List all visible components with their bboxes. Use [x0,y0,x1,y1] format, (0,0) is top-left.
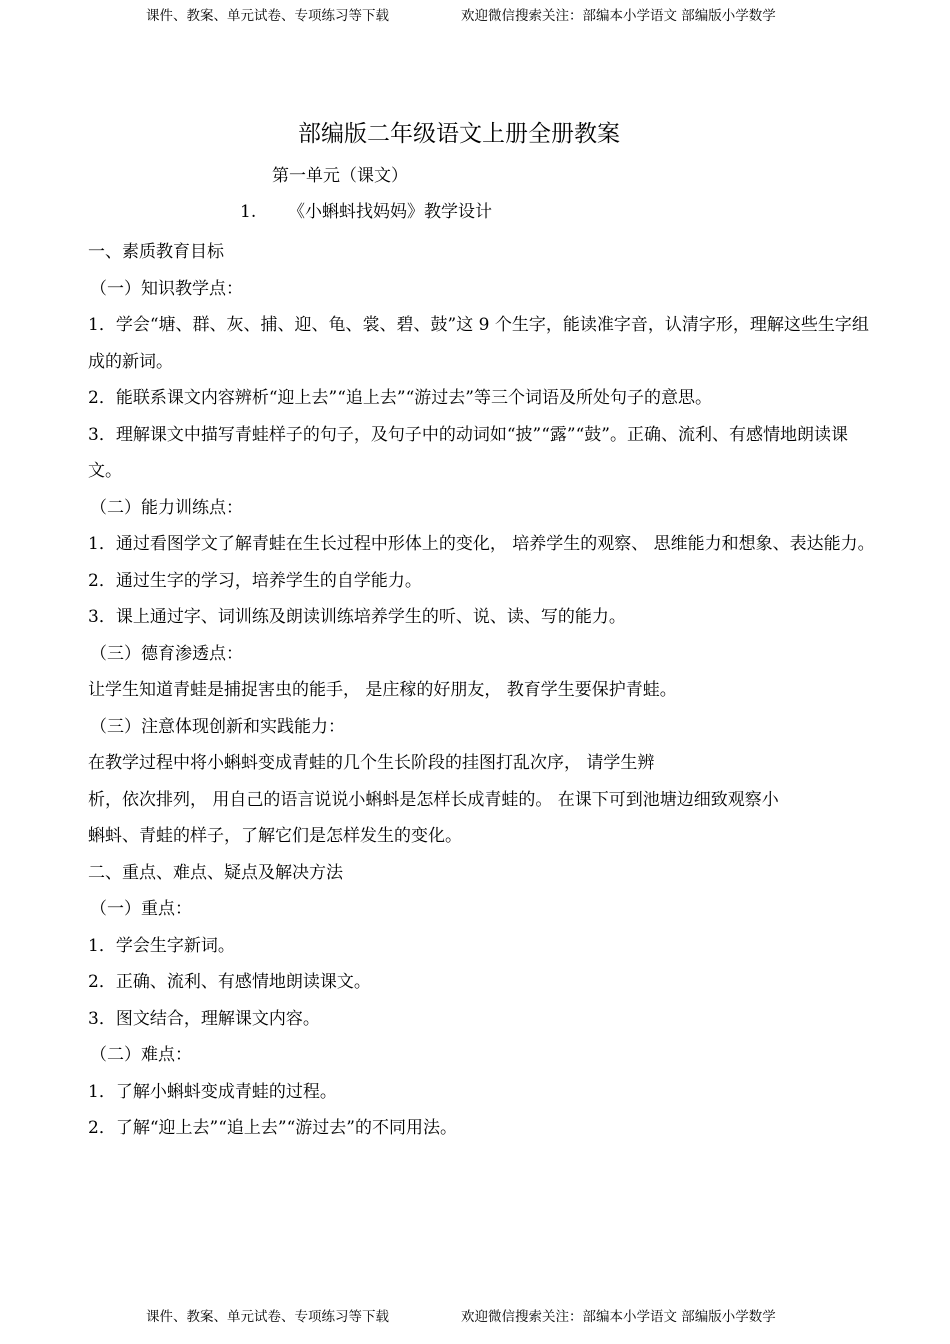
paragraph: 2．通过生字的学习，培养学生的自学能力。 [88,570,422,591]
subsection-heading: （二）难点： [90,1045,192,1065]
section-heading: 二、重点、难点、疑点及解决方法 [88,862,343,883]
paragraph: 2．了解“迎上去”“追上去”“游过去”的不同用法。 [88,1118,457,1138]
header-right-text: 欢迎微信搜索关注：部编本小学语文 部编版小学数学 [461,8,776,24]
paragraph: 析，依次排列， 用自己的语言说说小蝌蚪是怎样长成青蛙的。 在课下可到池塘边细致观察小 [88,789,779,810]
header-left-text: 课件、教案、单元试卷、专项练习等下载 [146,8,389,24]
footer-right-text: 欢迎微信搜索关注：部编本小学语文 部编版小学数学 [461,1309,776,1325]
paragraph: 3．理解课文中描写青蛙样子的句子，及句子中的动词如“披”“露”“鼓”。正确、流利、有感情地朗读课文。 [88,424,848,481]
paragraph: 2．正确、流利、有感情地朗读课文。 [88,972,371,992]
footer-left-text: 课件、教案、单元试卷、专项练习等下载 [146,1309,389,1325]
paragraph: 2．能联系课文内容辨析“迎上去”“追上去”“游过去”等三个词语及所处句子的意思。 [88,388,712,408]
unit-heading: 第一单元（课文） [272,166,408,186]
subsection-heading: （二）能力训练点： [90,497,243,518]
subsection-heading: （一）知识教学点： [90,278,243,299]
document-body [88,116,878,1147]
paragraph: 1．了解小蝌蚪变成青蛙的过程。 [88,1081,337,1102]
paragraph: 3．图文结合，理解课文内容。 [88,1008,320,1029]
subsection-heading: （三）德育渗透点： [90,643,243,664]
subsection-heading: （三）注意体现创新和实践能力： [90,716,345,737]
section-heading: 一、素质教育目标 [88,242,224,262]
paragraph: 蝌蚪、青蛙的样子，了解它们是怎样发生的变化。 [88,826,462,846]
paragraph: 3．课上通过字、词训练及朗读训练培养学生的听、说、读、写的能力。 [88,607,626,627]
lesson-title: 《小蝌蚪找妈妈》教学设计 [288,202,492,222]
page-footer [0,1307,950,1327]
document-title: 部编版二年级语文上册全册教案 [298,121,620,147]
lesson-heading [88,198,878,226]
paragraph: 在教学过程中将小蝌蚪变成青蛙的几个生长阶段的挂图打乱次序， 请学生辨 [88,753,655,773]
paragraph: 1．通过看图学文了解青蛙在生长过程中形体上的变化， 培养学生的观察、 思维能力和想象、表达能力。 [88,534,875,554]
subsection-heading: （一）重点： [90,899,192,919]
paragraph: 1．学会“塘、群、灰、捕、迎、龟、裳、碧、鼓”这 9 个生字，能读准字音，认清字形，理解这些生字组成的新词。 [88,315,869,372]
paragraph: 让学生知道青蛙是捕捉害虫的能手， 是庄稼的好朋友， 教育学生要保护青蛙。 [88,680,677,700]
lesson-number: 1. [240,202,257,222]
page-header [0,6,950,26]
paragraph: 1．学会生字新词。 [88,935,235,956]
